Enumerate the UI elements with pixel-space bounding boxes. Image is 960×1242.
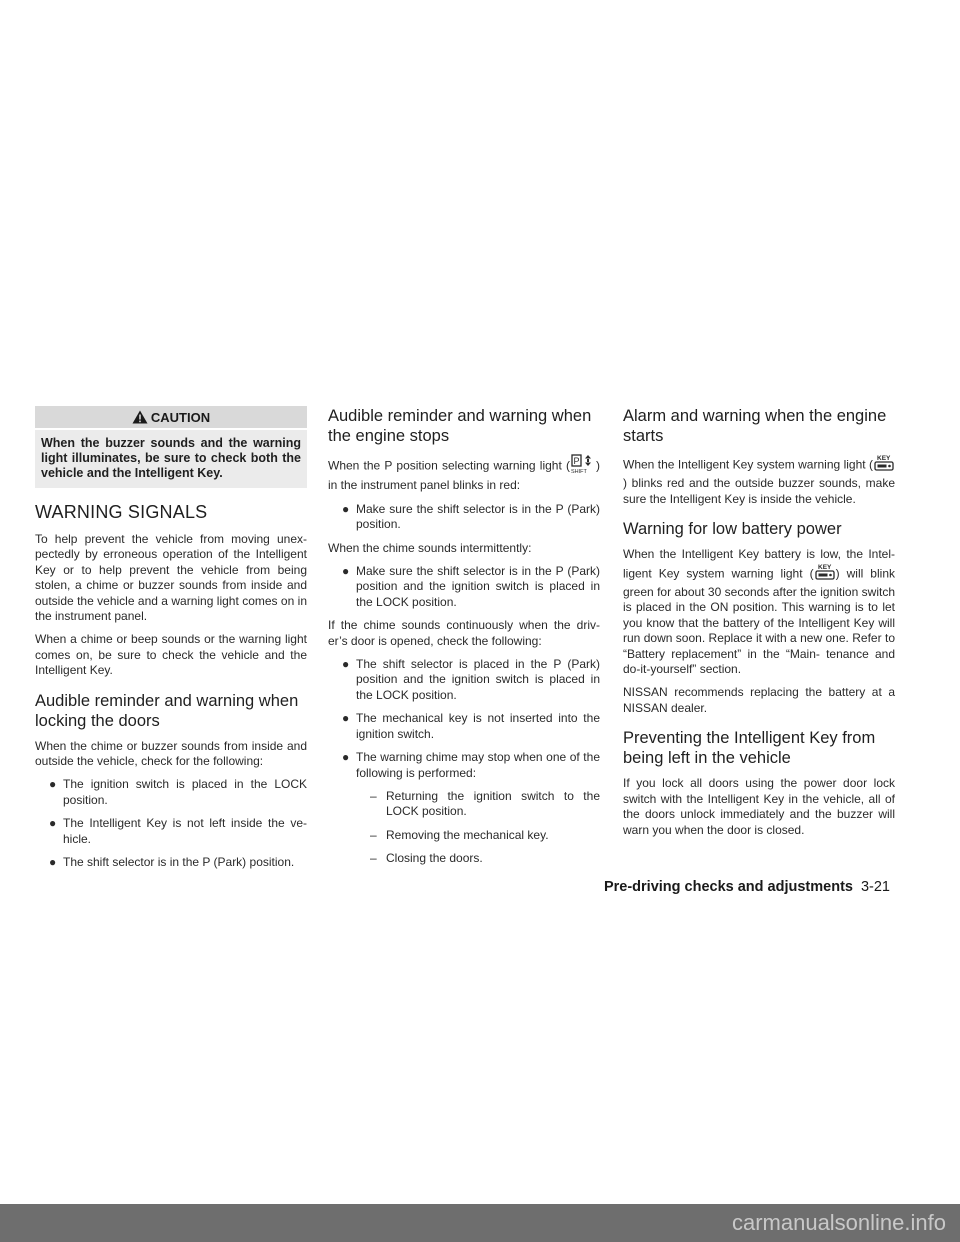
column-left [35, 406, 307, 879]
left-in-vehicle-heading: Preventing the Intelligent Key from being left in the vehicle [623, 729, 876, 768]
engine-stops-list-3 [328, 657, 600, 866]
engine-starts-text: When the Intelligent Key system warning light ( KEY ) blinks red and the outside buzzer sounds, make sure the Intelligent Key is inside the vehicle. [623, 455, 895, 506]
list-item: ● The ignition switch is placed in the LOCK position. [49, 777, 307, 807]
bullet: ● [49, 816, 57, 831]
column-middle [328, 406, 600, 875]
engine-stops-list-2 [328, 564, 600, 610]
engine-stops-heading: Audible reminder and warning when the engine stops [328, 407, 592, 445]
key-warning-icon [873, 454, 895, 476]
page-number: 3-21 [860, 879, 890, 895]
svg-text:P: P [573, 456, 580, 466]
warning-triangle-icon [132, 410, 148, 424]
low-battery-text: When the Intelligent Key battery is low, the Intel- ligent Key system warning light ( KEY ) will blink green for about 30 seconds after the ignition switch is placed in the ON position. This warning is to let you know that the battery of the Intelligent Key will run down soon. Replace it with a new one. Refer to “Battery replacement” in the “Main- tenance and do-it-yourself” section. [623, 547, 895, 677]
caution-body: When the buzzer sounds and the warning light illuminates, be sure to check both the vehicle and the Intelligent Key. [35, 430, 307, 488]
svg-text:KEY: KEY [817, 563, 831, 571]
sub-list-item: – Closing the doors. [370, 851, 483, 866]
locking-intro: When the chime or buzzer sounds from inside and outside the vehicle, check for the following: [35, 738, 307, 769]
section-title: Pre-driving checks and adjustments [603, 879, 853, 895]
list-item: ● Make sure the shift selector is in the P (Park) position and the ignition switch is placed in the LOCK position. [342, 564, 600, 609]
list-item: ● The Intelligent Key is not left inside the ve- hicle. [49, 816, 307, 846]
list-item: ● The mechanical key is not inserted into the ignition switch. [342, 711, 600, 741]
sub-list [328, 789, 600, 867]
warning-signals-heading: WARNING SIGNALS [35, 502, 208, 522]
chime-continuous-text: If the chime sounds continuously when the driv- er’s door is opened, check the following: [328, 618, 600, 648]
sub-list-item: – Removing the mechanical key. [370, 827, 549, 842]
caution-title: CAUTION [150, 409, 211, 425]
watermark-bar [0, 1204, 960, 1242]
low-battery-heading: Warning for low battery power [623, 520, 842, 539]
svg-text:SHIFT: SHIFT [571, 469, 587, 474]
key-warning-icon [814, 563, 836, 585]
left-in-vehicle-text: If you lock all doors using the power door lock switch with the Intelligent Key in the vehicle, all of the doors unlock immediately and the buzzer will warn you when the door is closed. [623, 776, 895, 837]
chime-intermittent-text: When the chime sounds intermittently: [328, 540, 532, 555]
engine-starts-heading: Alarm and warning when the engine starts [623, 407, 887, 445]
watermark-text[interactable]: carmanualsonline.info [731, 1210, 946, 1235]
list-item: ● The warning chime may stop when one of the following is performed: – Returning the ignition switch to the LOCK position. – Removing the mechanical key. – Closing the doors. [328, 750, 600, 866]
list-item: ● Make sure the shift selector is in the P (Park) position. [342, 501, 600, 532]
list-item: ● The shift selector is placed in the P (Park) position and the ignition switch is placed in the LOCK position. [342, 657, 600, 702]
locking-heading: Audible reminder and warning when locking the doors [35, 691, 299, 730]
sub-list-item: – Returning the ignition switch to the LOCK position. [370, 788, 600, 819]
list-item: ● The shift selector is in the P (Park) position. [49, 855, 295, 870]
engine-stops-list-1 [328, 502, 600, 533]
caution-header [35, 406, 307, 428]
bullet: ● [49, 777, 57, 792]
warning-signals-paragraph: To help prevent the vehicle from moving unex- pectedly by erroneous operation of the Intelligent Key or to help prevent the vehicle from being stolen, a chime or buzzer sounds from inside and outside the vehicle and a warning light comes on in the instrument panel. [35, 532, 307, 624]
p-shift-warning-icon [570, 454, 596, 478]
locking-list [35, 777, 307, 870]
engine-stops-intro: When the P position selecting warning light ( P SHIFT ) in the instrument panel blinks in red: [328, 456, 600, 493]
bullet: ● [49, 855, 57, 870]
column-right [623, 406, 895, 846]
low-battery-recommendation: NISSAN recommends replacing the battery at a NISSAN dealer. [623, 685, 895, 715]
warning-signals-paragraph: When a chime or beep sounds or the warning light comes on, be sure to check the vehicle and the Intelligent Key. [35, 632, 307, 678]
page-footer [604, 879, 890, 895]
svg-text:KEY: KEY [877, 455, 891, 462]
